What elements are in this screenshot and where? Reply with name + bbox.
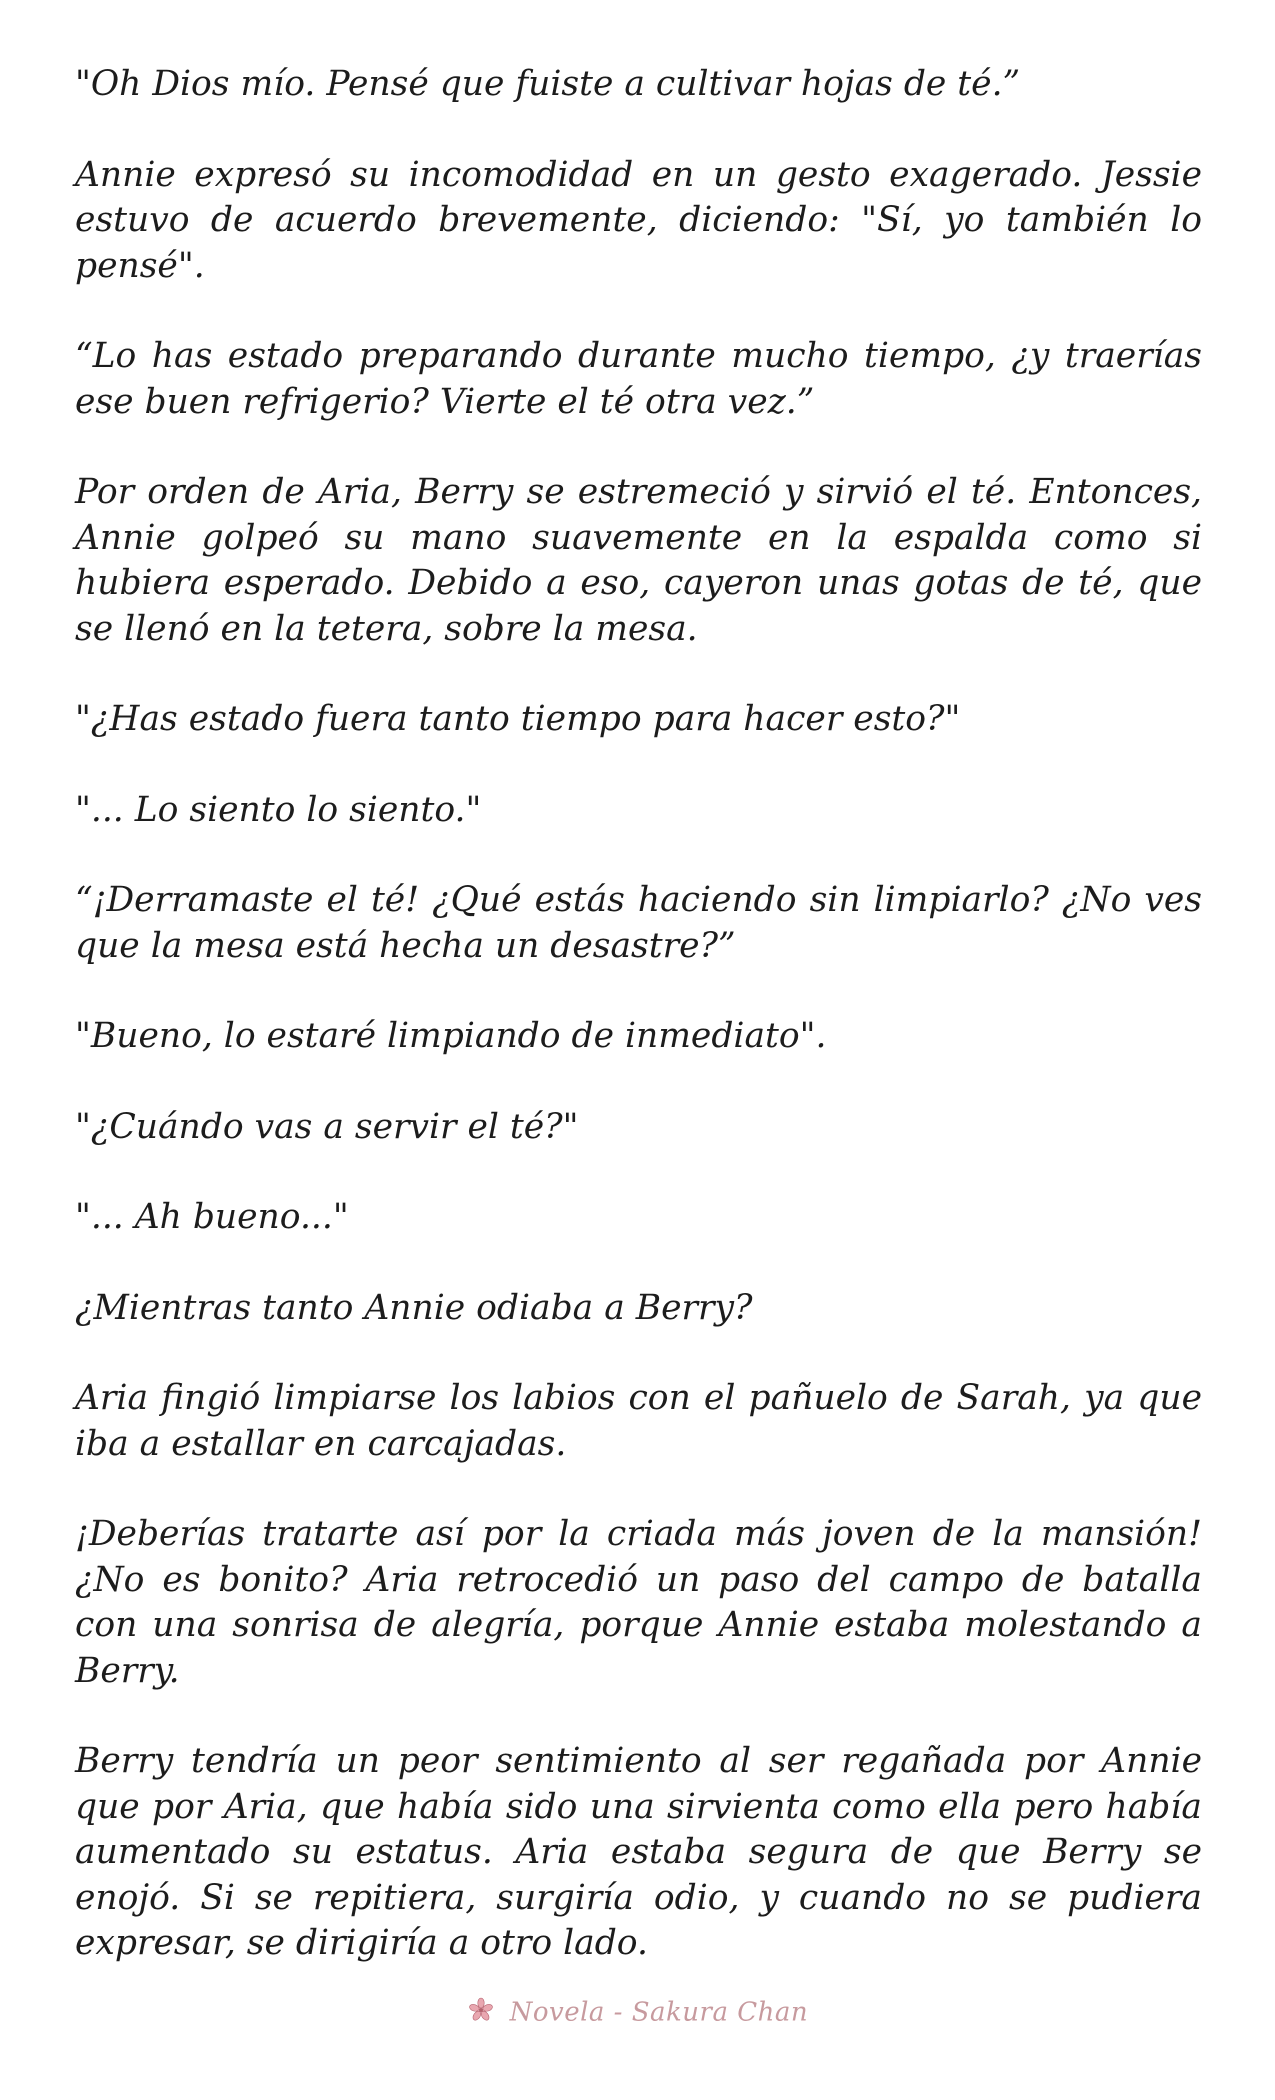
sakura-flower-icon	[467, 1996, 495, 2031]
paragraph-13: ¡Deberías tratarte así por la criada más joven de la mansión! ¿No es bonito? Aria retrocedió un paso del campo de batalla con una sonrisa de alegría, porque Annie estaba molestando a Berry.	[75, 1514, 1202, 1691]
watermark-text: Novela - Sakura Chan	[509, 1997, 809, 2028]
paragraph-10: "... Ah bueno..."	[75, 1197, 349, 1237]
watermark	[0, 1996, 1275, 2031]
document-body	[75, 62, 1202, 2012]
paragraph-5: "¿Has estado fuera tanto tiempo para hacer esto?"	[75, 699, 961, 739]
paragraph-7: “¡Derramaste el té! ¿Qué estás haciendo sin limpiarlo? ¿No ves que la mesa está hecha un desastre?”	[75, 880, 1202, 966]
paragraph-6: "... Lo siento lo siento."	[75, 789, 482, 830]
paragraph-14: Berry tendría un peor sentimiento al ser regañada por Annie que por Aria, que había sido una sirvienta como ella pero había aumentado su estatus. Aria estaba segura de que Berry se enojó. Si se repitiera, surgiría odio, y cuando no se pudiera expresar, se dirigiría a otro lado.	[75, 1741, 1202, 1963]
paragraph-8: "Bueno, lo estaré limpiando de inmediato".	[75, 1016, 827, 1056]
paragraph-1: "Oh Dios mío. Pensé que fuiste a cultivar hojas de té.”	[75, 64, 1021, 104]
paragraph-2: Annie expresó su incomodidad en un gesto exagerado. Jessie estuvo de acuerdo brevemente, diciendo: "Sí, yo también lo pensé".	[75, 154, 1202, 286]
paragraph-3: “Lo has estado preparando durante mucho tiempo, ¿y traerías ese buen refrigerio? Vierte el té otra vez.”	[75, 336, 1202, 422]
paragraph-4: Por orden de Aria, Berry se estremeció y sirvió el té. Entonces, Annie golpeó su mano suavemente en la espalda como si hubiera esperado. Debido a eso, cayeron unas gotas de té, que se llenó en la tetera, sobre la mesa.	[75, 472, 1202, 649]
paragraph-12: Aria fingió limpiarse los labios con el pañuelo de Sarah, ya que iba a estallar en carcajadas.	[75, 1378, 1202, 1464]
paragraph-11: ¿Mientras tanto Annie odiaba a Berry?	[75, 1287, 753, 1328]
paragraph-9: "¿Cuándo vas a servir el té?"	[75, 1106, 579, 1147]
